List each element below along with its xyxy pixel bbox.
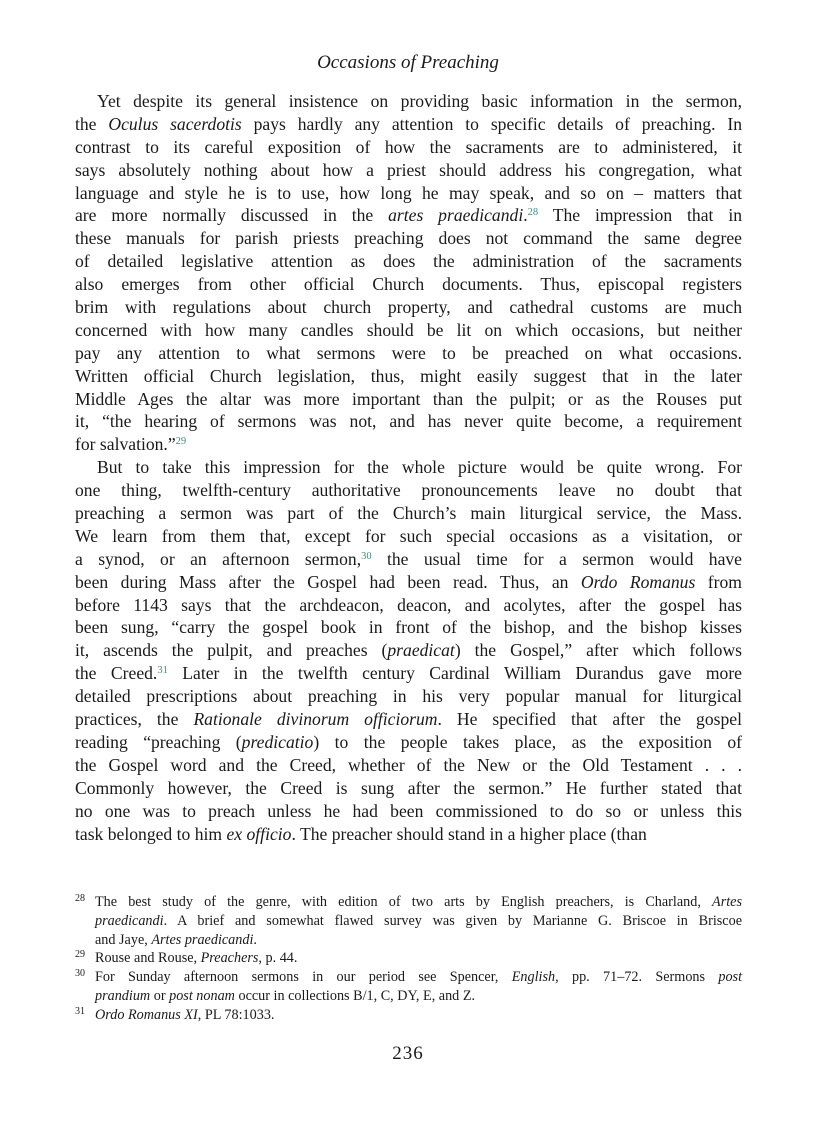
italic-text: prandium (95, 987, 151, 1004)
text-run: it, “the hearing of sermons was not, and has never quite become, a requirement (75, 411, 742, 432)
text-run: the usual time for a sermon would have (371, 548, 742, 569)
footnote-ref[interactable]: 29 (175, 436, 187, 448)
text-line (95, 1006, 742, 1025)
text-run: preaching a sermon was part of the Church’s main liturgical service, the Mass. (75, 503, 742, 524)
text-run: . A brief and somewhat flawed survey was given by Marianne G. Briscoe in Briscoe (163, 912, 742, 929)
text-line (75, 594, 742, 617)
page-number: 236 (392, 1043, 424, 1064)
text-run: detailed prescriptions about preaching in his very popular manual for liturgical (75, 686, 742, 707)
text-run: ) the Gospel,” after which follows (454, 640, 742, 661)
text-run: . (253, 931, 257, 948)
paragraph (75, 456, 742, 845)
text-run: one thing, twelfth-century authoritative pronouncements leave no doubt that (75, 480, 742, 501)
footnotes (75, 893, 742, 1025)
footnote-ref[interactable]: 28 (527, 207, 539, 219)
running-head: Occasions of Preaching (317, 52, 499, 73)
text-line (75, 754, 742, 777)
text-line (75, 823, 742, 846)
footnote (75, 1006, 742, 1025)
text-line (75, 388, 742, 411)
text-line (75, 708, 742, 731)
italic-text: Ordo Romanus XI (95, 1006, 198, 1023)
footnote-number: 30 (75, 968, 85, 980)
text-line (75, 800, 742, 823)
text-run: For Sunday afternoon sermons in our period see Spencer, (95, 969, 512, 986)
text-line (75, 502, 742, 525)
italic-text: predicatio (241, 731, 314, 752)
text-run: The best study of the genre, with edition of two arts by English preachers, is Charland, (95, 894, 713, 910)
text-run: reading “preaching ( (75, 731, 242, 752)
text-run: also emerges from other official Church documents. Thus, episcopal registers (75, 274, 742, 295)
text-run: pay any attention to what sermons were to be preached on what occasions. (75, 342, 742, 363)
text-run: been sung, “carry the gospel book in front of the bishop, and the bishop kisses (75, 617, 742, 638)
text-run: or (150, 987, 170, 1004)
italic-text: Artes praedicandi (151, 931, 254, 948)
text-line (75, 113, 742, 136)
text-line (95, 893, 742, 912)
text-run: Middle Ages the altar was more important than the pulpit; or as the Rouses put (75, 388, 742, 409)
text-line (75, 479, 742, 502)
italic-text: ex officio (226, 823, 292, 844)
text-run: . The preacher should stand in a higher place (than (291, 823, 647, 844)
text-run: concerned with how many candles should be lit on which occasions, but neither (75, 319, 742, 340)
footnote (75, 893, 742, 949)
footnote-number: 29 (75, 949, 85, 961)
text-line (95, 987, 742, 1006)
text-line (75, 319, 742, 342)
footnote-number: 28 (75, 893, 85, 904)
text-line (75, 273, 742, 296)
text-line (75, 250, 742, 273)
paragraph (75, 90, 742, 456)
text-run: these manuals for parish priests preaching does not command the same degree (75, 228, 742, 249)
text-line (75, 342, 742, 365)
italic-text: Rationale divinorum officiorum (193, 709, 438, 730)
text-run: a synod, or an afternoon sermon, (75, 548, 362, 569)
text-run: ) to the people takes place, as the exposition of (313, 731, 742, 752)
footnote (75, 968, 742, 1006)
text-line (75, 525, 742, 548)
italic-text: post (718, 969, 743, 986)
footnote-number: 31 (75, 1005, 85, 1017)
text-run: occur in collections B/1, C, DY, E, and Z. (234, 987, 476, 1004)
text-run: for salvation.” (75, 434, 176, 455)
text-run: pays hardly any attention to specific details of preaching. In (241, 113, 742, 134)
text-line (75, 296, 742, 319)
text-run: contrast to its careful exposition of how the sacraments are to administered, it (75, 136, 742, 157)
text-line (75, 731, 742, 754)
text-line (75, 685, 742, 708)
text-line (75, 616, 742, 639)
text-run: . (523, 205, 528, 226)
text-line (75, 639, 742, 662)
text-run: the Creed. (75, 663, 158, 684)
text-run: the Gospel word and the Creed, whether of the New or the Old Testament . . . (75, 754, 742, 775)
text-line (75, 548, 742, 571)
text-run: are more normally discussed in the (75, 205, 389, 226)
italic-text: Artes (712, 894, 742, 910)
text-line (95, 931, 742, 950)
text-line (75, 662, 742, 685)
text-line (75, 136, 742, 159)
text-run: , pp. 71–72. Sermons (555, 969, 719, 986)
italic-text: Oculus sacerdotis (108, 113, 242, 134)
text-line (75, 365, 742, 388)
text-line (75, 410, 742, 433)
text-line (75, 227, 742, 250)
text-run: . He specified that after the gospel (437, 709, 742, 730)
italic-text: Ordo Romanus (580, 571, 696, 592)
text-line (75, 433, 742, 456)
text-run: brim with regulations about church property, and cathedral customs are much (75, 297, 742, 318)
text-run: no one was to preach unless he had been commissioned to do so or unless this (75, 800, 742, 821)
footnote-ref[interactable]: 30 (361, 550, 372, 562)
body-text (75, 90, 742, 845)
italic-text: praedicandi (95, 912, 164, 929)
text-run: We learn from them that, except for such special occasions as a visitation, or (75, 525, 742, 546)
text-run: Written official Church legislation, thus, might easily suggest that in the later (75, 365, 742, 386)
text-line (75, 204, 742, 227)
italic-text: praedicat (387, 640, 455, 661)
text-line (75, 571, 742, 594)
text-run: Later in the twelfth century Cardinal William Durandus gave more (167, 663, 742, 684)
text-run: and Jaye, (95, 931, 152, 948)
text-run: , PL 78:1033. (197, 1006, 275, 1023)
text-run: practices, the (75, 709, 194, 730)
text-run: language and style he is to use, how long he may speak, and so on – matters that (75, 182, 742, 203)
text-line (95, 949, 742, 968)
text-run: task belonged to him (75, 823, 227, 844)
text-line (75, 159, 742, 182)
text-run: Yet despite its general insistence on providing basic information in the sermon, (97, 91, 742, 111)
text-run: of detailed legislative attention as does the administration of the sacraments (75, 251, 742, 272)
text-line (75, 777, 742, 800)
text-run: , p. 44. (258, 950, 298, 967)
text-run: from (695, 571, 742, 592)
text-run: But to take this impression for the whole picture would be quite wrong. For (97, 457, 742, 478)
italic-text: artes praedicandi (388, 205, 524, 226)
text-run: Rouse and Rouse, (95, 950, 201, 967)
text-run: the (75, 113, 109, 134)
text-line (95, 968, 742, 987)
text-run: The impression that in (538, 205, 742, 226)
text-line (75, 456, 742, 479)
italic-text: English (511, 969, 556, 986)
text-line (75, 182, 742, 205)
text-line (75, 90, 742, 113)
text-run: been during Mass after the Gospel had been read. Thus, an (75, 571, 581, 592)
text-run: Commonly however, the Creed is sung after the sermon.” He further stated that (75, 777, 742, 798)
footnote (75, 949, 742, 968)
text-run: before 1143 says that the archdeacon, deacon, and acolytes, after the gospel has (75, 594, 742, 615)
text-line (95, 912, 742, 931)
text-run: says absolutely nothing about how a priest should address his congregation, what (75, 159, 742, 180)
italic-text: Preachers (200, 950, 259, 967)
footnote-ref[interactable]: 31 (157, 665, 168, 677)
text-run: it, ascends the pulpit, and preaches ( (75, 640, 388, 661)
italic-text: post nonam (169, 987, 235, 1004)
